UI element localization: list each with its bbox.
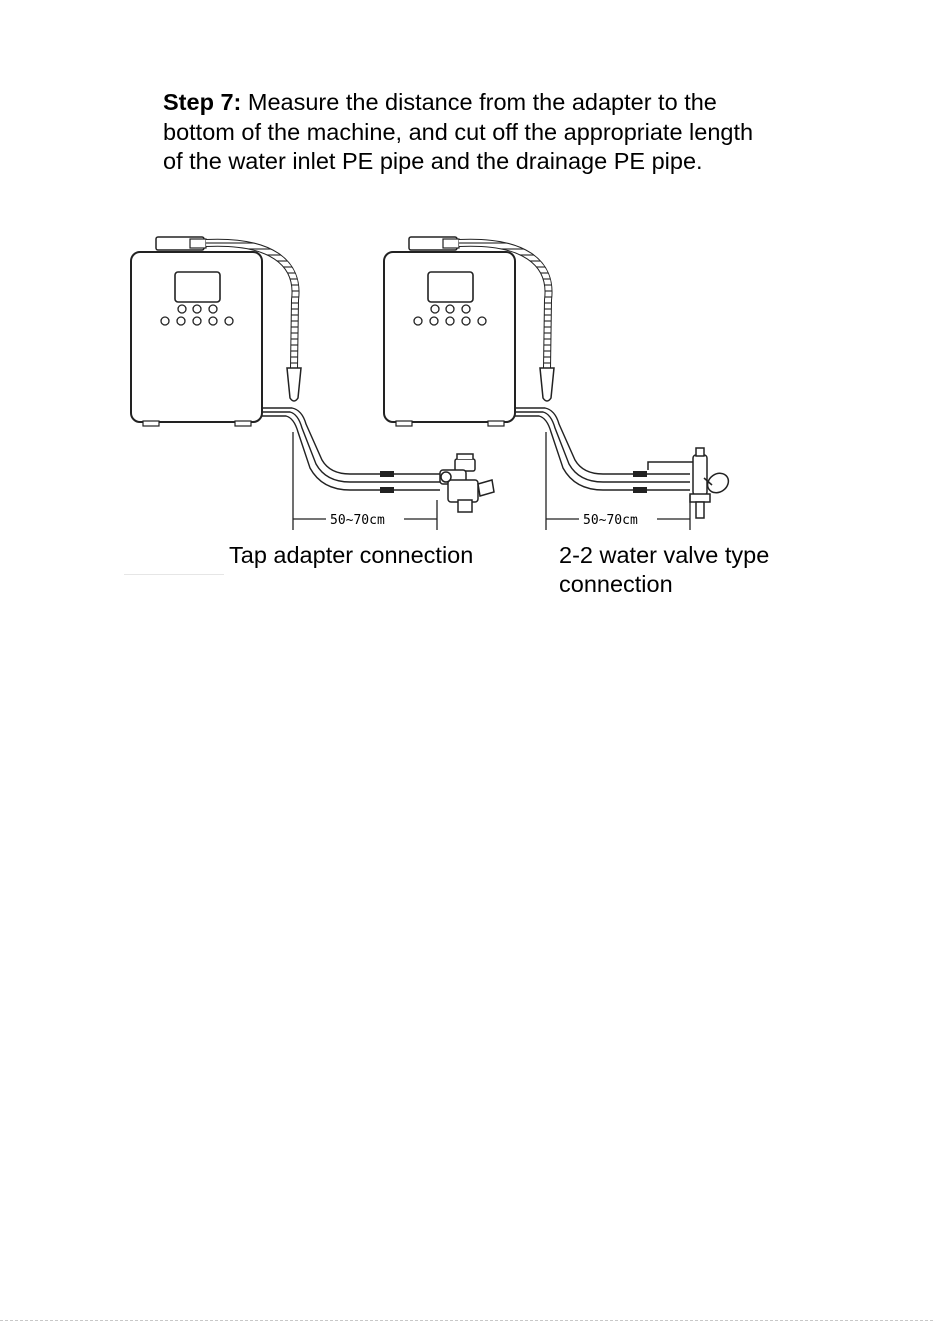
divider [124, 574, 224, 575]
step-body: Measure the distance from the adapter to the bottom of the machine, and cut off the appropriate length of the water inlet PE pipe and the drainage PE pipe. [163, 89, 754, 174]
dimension-label-left: 50~70cm [330, 513, 385, 528]
step-instruction [163, 88, 763, 177]
tap-adapter [440, 454, 494, 512]
dimension-label-right: 50~70cm [583, 513, 638, 528]
installation-illustration [0, 225, 933, 545]
page-bottom-rule [0, 1320, 933, 1321]
ionizer-machine-right [384, 237, 690, 493]
step-label: Step 7: [163, 89, 242, 115]
caption-water-valve: 2-2 water valve type connection [559, 542, 770, 597]
caption-tap-adapter: Tap adapter connection [229, 542, 474, 568]
